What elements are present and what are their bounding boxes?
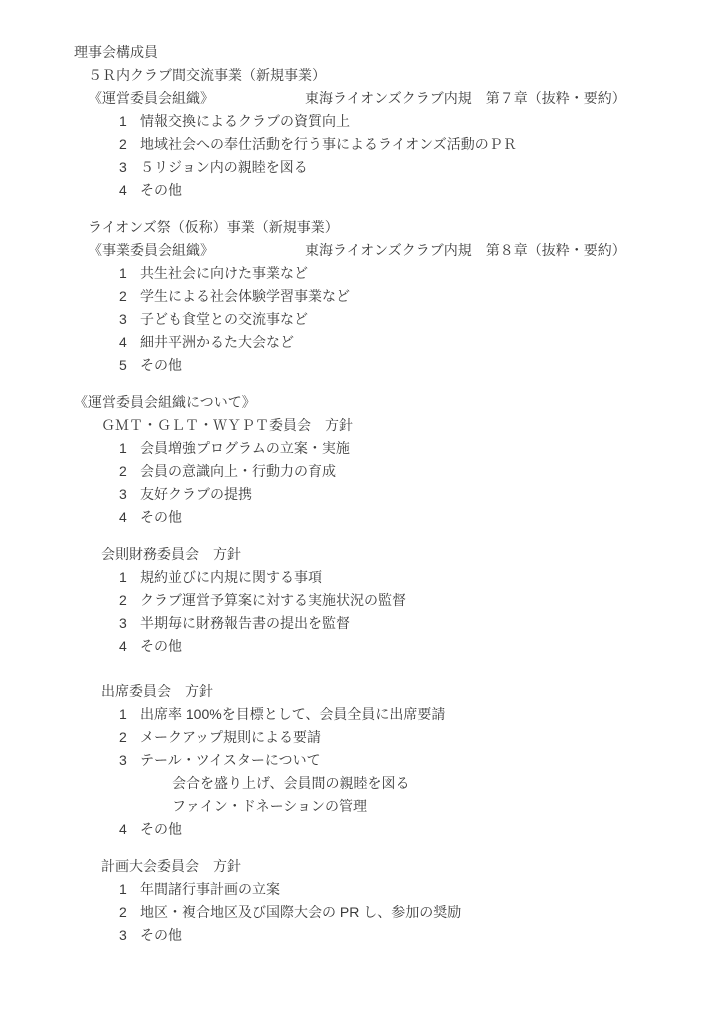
item-text: 子ども食堂との交流事など: [140, 311, 308, 327]
list-item: [0, 262, 724, 285]
item-text: テール・ツイスターについて: [140, 752, 321, 768]
section-subheading-row: [0, 239, 724, 262]
section-lions-festival: [0, 216, 724, 377]
item-text: 年間諸行事計画の立案: [140, 881, 280, 897]
list-item: [0, 483, 724, 506]
item-number: 4: [119, 334, 127, 350]
item-text: 共生社会に向けた事業など: [140, 265, 308, 281]
list-item: [0, 133, 724, 156]
list-item: [0, 179, 724, 202]
section-rules-finance-committee: [0, 543, 724, 658]
item-text: ５リジョン内の親睦を図る: [140, 159, 308, 175]
list-item: [0, 703, 724, 726]
item-text: クラブ運営予算案に対する実施状況の監督: [140, 592, 406, 608]
item-text: 規約並びに内規に関する事項: [140, 569, 322, 585]
item-number: 1: [119, 706, 127, 722]
list-item: [0, 460, 724, 483]
item-number: 4: [119, 821, 127, 837]
section-subheading: 《事業委員会組織》: [88, 242, 214, 258]
item-text: 学生による社会体験学習事業など: [140, 288, 350, 304]
item-number: 1: [119, 440, 127, 456]
item-text: 半期毎に財務報告書の提出を監督: [140, 615, 350, 631]
list-item: [0, 749, 724, 772]
item-text: 友好クラブの提携: [140, 486, 252, 502]
list-item: [0, 924, 724, 947]
list-item: [0, 308, 724, 331]
item-number: 5: [119, 357, 127, 373]
item-number: 2: [119, 592, 127, 608]
list-item: [0, 156, 724, 179]
list-item: [0, 589, 724, 612]
item-text: その他: [140, 509, 182, 525]
document-content: [0, 41, 724, 947]
list-item: [0, 635, 724, 658]
section-planning-convention-committee: [0, 855, 724, 947]
item-number: 1: [119, 569, 127, 585]
sub-item: 会合を盛り上げ、会員間の親睦を図る: [172, 775, 410, 791]
regulation-reference: 東海ライオンズクラブ内規 第８章（抜粋・要約）: [305, 242, 626, 258]
item-text: 情報交換によるクラブの資質向上: [140, 113, 350, 129]
item-text: その他: [140, 927, 182, 943]
item-number: 4: [119, 509, 127, 525]
item-text: 会員増強プログラムの立案・実施: [140, 440, 350, 456]
item-number: 3: [119, 927, 127, 943]
list-item: [0, 437, 724, 460]
group-heading: 《運営委員会組織について》: [74, 394, 256, 410]
section-attendance-committee: [0, 680, 724, 841]
list-item: [0, 285, 724, 308]
item-number: 1: [119, 881, 127, 897]
item-number: 2: [119, 288, 127, 304]
item-number: 1: [119, 113, 127, 129]
committee-heading: ＧＭＴ・ＧＬＴ・ＷＹＰＴ委員会 方針: [101, 417, 353, 433]
doc-title: 理事会構成員: [74, 44, 158, 60]
list-item: [0, 901, 724, 924]
item-text: メークアップ規則による要請: [140, 729, 322, 745]
list-item: [0, 878, 724, 901]
list-item: [0, 506, 724, 529]
item-number: 3: [119, 311, 127, 327]
section-subheading-row: [0, 87, 724, 110]
list-item: [0, 726, 724, 749]
section-heading: ５Ｒ内クラブ間交流事業（新規事業）: [88, 67, 326, 83]
section-5r-club-exchange: [0, 64, 724, 202]
item-number: 1: [119, 265, 127, 281]
item-text: 地区・複合地区及び国際大会の PR し、参加の奨励: [140, 904, 462, 920]
item-text: その他: [140, 638, 182, 654]
regulation-reference: 東海ライオンズクラブ内規 第７章（抜粋・要約）: [305, 90, 626, 106]
committee-heading: 計画大会委員会 方針: [101, 858, 241, 874]
committee-heading: 会則財務委員会 方針: [101, 546, 241, 562]
item-text: その他: [140, 821, 182, 837]
item-text: その他: [140, 357, 182, 373]
sub-item: ファイン・ドネーションの管理: [172, 798, 368, 814]
list-item: [0, 566, 724, 589]
item-text: 地域社会への奉仕活動を行う事によるライオンズ活動のＰＲ: [140, 136, 517, 152]
item-number: 2: [119, 463, 127, 479]
section-subheading: 《運営委員会組織》: [88, 90, 214, 106]
committee-heading: 出席委員会 方針: [101, 683, 213, 699]
item-text: 会員の意識向上・行動力の育成: [140, 463, 336, 479]
list-item: [0, 818, 724, 841]
item-number: 4: [119, 182, 127, 198]
item-number: 2: [119, 136, 127, 152]
list-item: [0, 331, 724, 354]
list-item: [0, 612, 724, 635]
section-heading: ライオンズ祭（仮称）事業（新規事業）: [88, 219, 339, 235]
item-number: 3: [119, 486, 127, 502]
item-text: 細井平洲かるた大会など: [140, 334, 294, 350]
list-item: [0, 110, 724, 133]
item-number: 4: [119, 638, 127, 654]
item-text: 出席率 100%を目標として、会員全員に出席要請: [140, 706, 446, 722]
section-gmt-glt-wypt: [0, 391, 724, 529]
item-number: 3: [119, 159, 127, 175]
item-number: 3: [119, 752, 127, 768]
item-number: 2: [119, 729, 127, 745]
list-item: [0, 354, 724, 377]
item-text: その他: [140, 182, 182, 198]
item-number: 3: [119, 615, 127, 631]
item-number: 2: [119, 904, 127, 920]
